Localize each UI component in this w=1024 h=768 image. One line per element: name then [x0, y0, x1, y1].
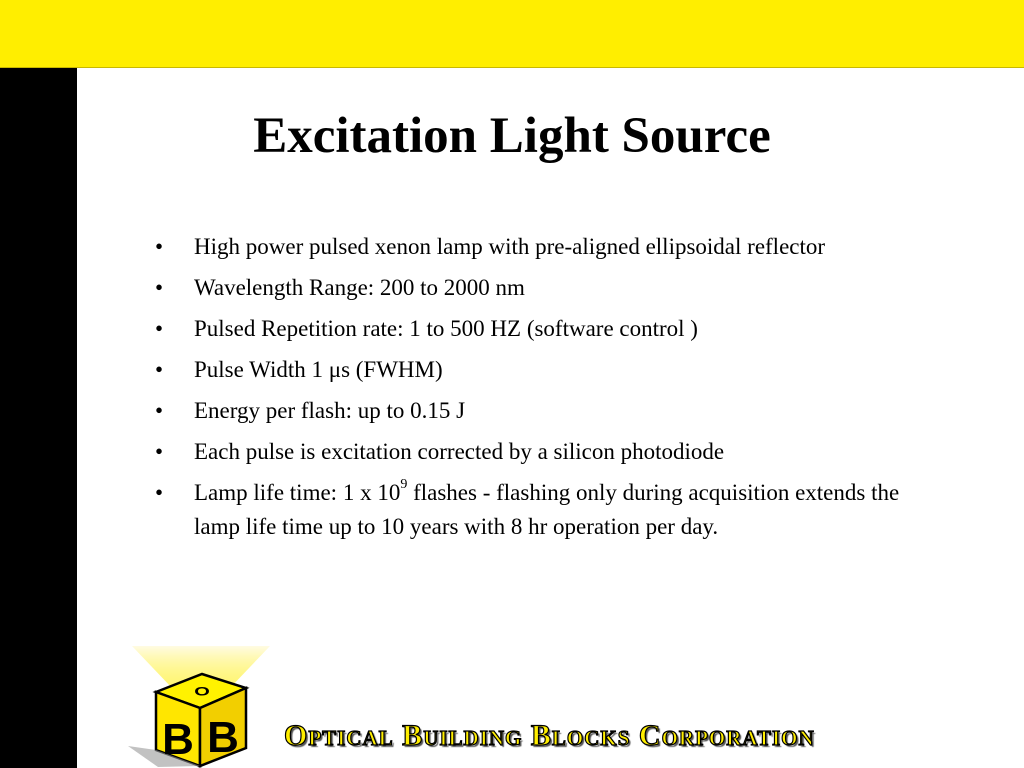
bullet-text [194, 477, 900, 539]
bullet-icon: • [155, 275, 164, 300]
bullet-text: Pulsed Repetition rate: 1 to 500 HZ (software control ) [194, 316, 698, 341]
bullet-icon: • [155, 480, 164, 505]
bullet-icon: • [155, 439, 164, 464]
list-item [155, 230, 915, 264]
bullet-text: Each pulse is excitation corrected by a silicon photodiode [194, 439, 725, 464]
bullet-icon: • [155, 357, 164, 382]
list-item [155, 435, 915, 469]
exponent: 9 [400, 477, 408, 493]
bullet-text: High power pulsed xenon lamp with pre-aligned ellipsoidal reflector [194, 234, 826, 259]
list-item [155, 312, 915, 346]
logo-letter-left: B [162, 715, 194, 764]
bullet-text: Wavelength Range: 200 to 2000 nm [194, 275, 525, 300]
list-item [155, 476, 915, 544]
bullet-icon: • [155, 398, 164, 423]
bullet-text-part: flashes - flashing only during acquisition extends the lamp life time up to 10 years with 8 hr operation per day. [194, 480, 900, 539]
company-name: Optical Building Blocks Corporation [284, 719, 815, 752]
bullet-list [155, 230, 915, 551]
bullet-icon: • [155, 316, 164, 341]
bullet-text-part: Lamp life time: 1 x 10 [194, 480, 401, 505]
company-logo [118, 644, 278, 768]
bullet-text: Pulse Width 1 μs (FWHM) [194, 357, 443, 382]
list-item [155, 271, 915, 305]
slide-title: Excitation Light Source [253, 108, 771, 164]
logo-letter-top: O [194, 685, 210, 699]
list-item [155, 353, 915, 387]
bullet-icon: • [155, 234, 164, 259]
logo-letter-right: B [207, 713, 239, 762]
top-accent-bar [0, 0, 1024, 68]
left-accent-bar [0, 68, 77, 768]
bullet-text: Energy per flash: up to 0.15 J [194, 398, 466, 423]
list-item [155, 394, 915, 428]
